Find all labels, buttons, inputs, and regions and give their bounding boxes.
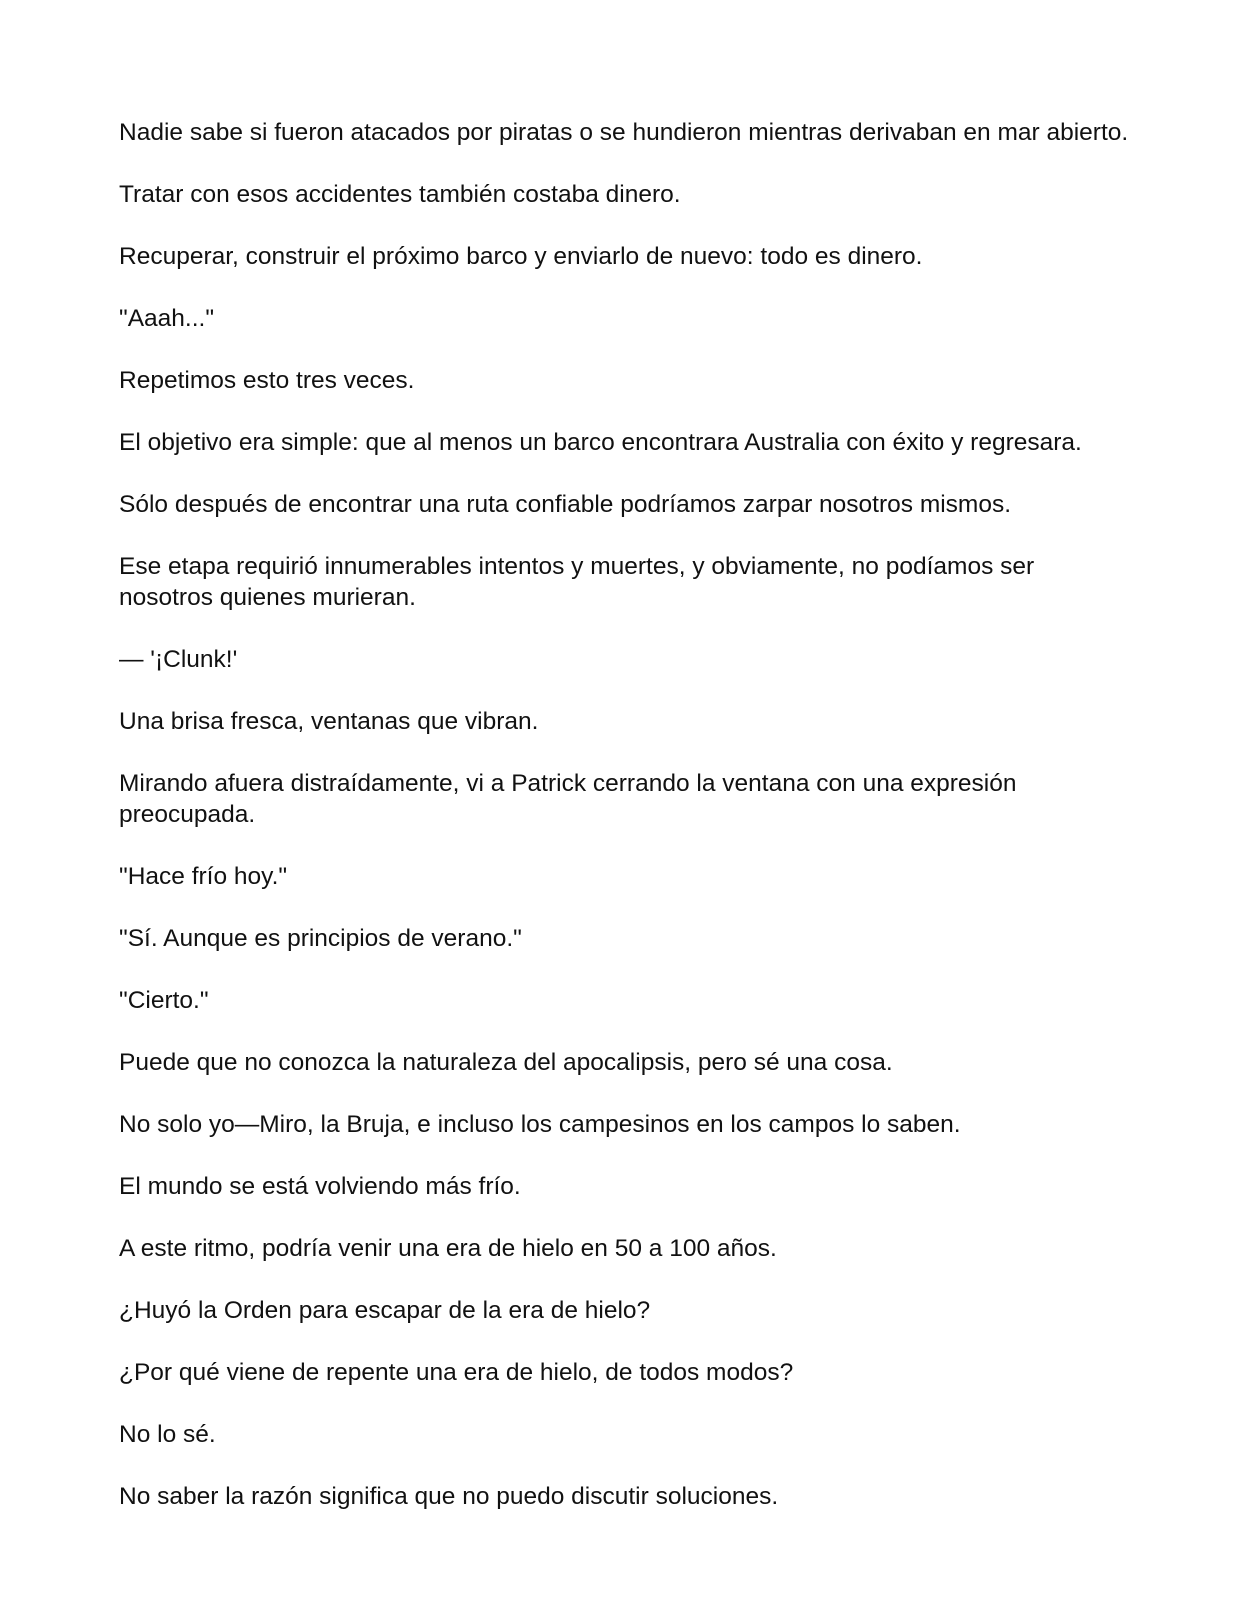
paragraph-14: "Cierto." [119,987,209,1014]
paragraph-9: — '¡Clunk!' [119,646,238,673]
paragraph-18: A este ritmo, podría venir una era de hielo en 50 a 100 años. [119,1235,777,1262]
paragraph-7: Sólo después de encontrar una ruta confiable podríamos zarpar nosotros mismos. [119,491,1012,518]
paragraph-15: Puede que no conozca la naturaleza del apocalipsis, pero sé una cosa. [119,1049,893,1076]
paragraph-6: El objetivo era simple: que al menos un barco encontrara Australia con éxito y regresara. [119,429,1082,456]
paragraph-20: ¿Por qué viene de repente una era de hielo, de todos modos? [119,1359,794,1386]
document-body [119,117,1129,1543]
paragraph-1: Nadie sabe si fueron atacados por piratas o se hundieron mientras derivaban en mar abierto. [119,119,1129,146]
paragraph-21: No lo sé. [119,1421,216,1448]
paragraph-22: No saber la razón significa que no puedo discutir soluciones. [119,1483,779,1510]
paragraph-3: Recuperar, construir el próximo barco y enviarlo de nuevo: todo es dinero. [119,243,923,270]
paragraph-16: No solo yo—Miro, la Bruja, e incluso los campesinos en los campos lo saben. [119,1111,961,1138]
paragraph-17: El mundo se está volviendo más frío. [119,1173,521,1200]
paragraph-8: Ese etapa requirió innumerables intentos y muertes, y obviamente, no podíamos ser nosotros quienes murieran. [119,553,1035,611]
paragraph-10: Una brisa fresca, ventanas que vibran. [119,708,539,735]
paragraph-19: ¿Huyó la Orden para escapar de la era de hielo? [119,1297,651,1324]
paragraph-4: "Aaah..." [119,305,215,332]
paragraph-5: Repetimos esto tres veces. [119,367,415,394]
paragraph-2: Tratar con esos accidentes también costaba dinero. [119,181,681,208]
paragraph-11: Mirando afuera distraídamente, vi a Patrick cerrando la ventana con una expresión preocupada. [119,770,1017,828]
paragraph-13: "Sí. Aunque es principios de verano." [119,925,522,952]
paragraph-12: "Hace frío hoy." [119,863,288,890]
